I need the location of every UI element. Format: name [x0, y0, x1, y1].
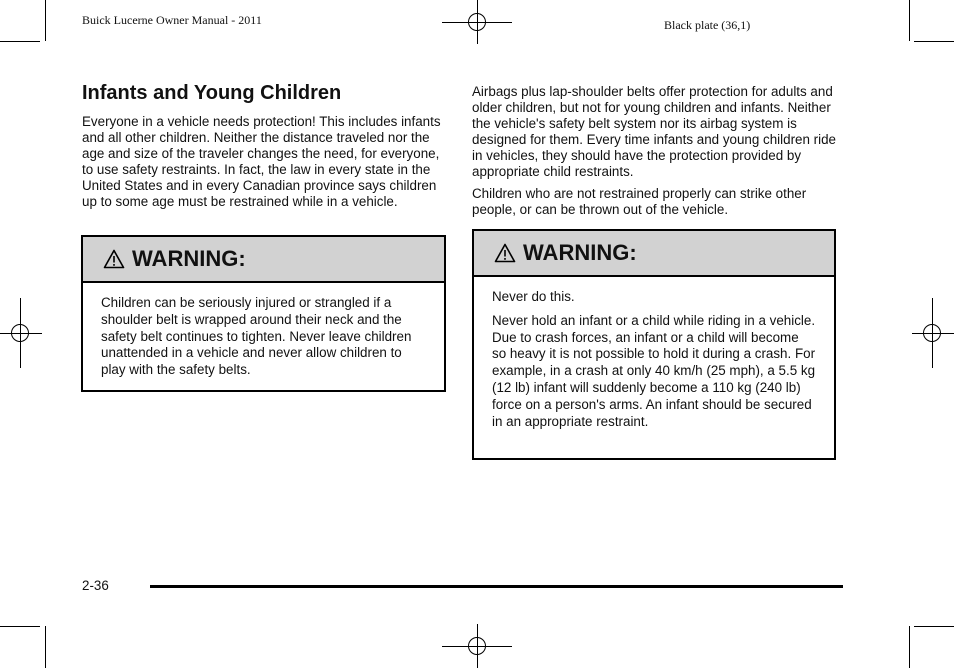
crop-mark [909, 0, 910, 41]
warning-triangle-icon [494, 243, 516, 263]
crop-mark [914, 41, 954, 42]
crop-mark [914, 626, 954, 627]
warning-text: Never hold an infant or a child while riding in a vehicle. Due to crash forces, an infant or a child will become so heavy it is not possible to hold it during a crash. For example, in a crash at only 40 km/h (25 mph), a 5.5 kg (12 lb) infant will suddenly become a 110 kg (240 lb) force on a person's arms. An infant should be secured in an appropriate restraint. [492, 312, 816, 429]
plate-label: Black plate (36,1) [664, 18, 751, 32]
section-heading: Infants and Young Children [82, 82, 342, 104]
warning-header [83, 237, 444, 283]
crop-mark [0, 41, 40, 42]
crop-mark [45, 626, 46, 668]
warning-label: WARNING: [523, 240, 637, 265]
footer-rule [150, 585, 843, 588]
warning-text: Children can be seriously injured or strangled if a shoulder belt is wrapped around their neck and the safety belt continues to tighten. Never leave children unattended in a vehicle and never allow children to play with the safety belts. [101, 295, 412, 378]
restraint-paragraph: Children who are not restrained properly can strike other people, or can be thrown out of the vehicle. [472, 186, 807, 217]
page-number: 2-36 [82, 578, 109, 593]
warning-line: Never do this. [492, 289, 575, 304]
warning-triangle-icon [103, 249, 125, 269]
intro-paragraph: Everyone in a vehicle needs protection! This includes infants and all other children. Neither the distance traveled nor the age and size of the traveler changes the need, for everyone, to use safety restraints. In fact, the law in every state in the United States and in every Canadian province says children up to some age must be restrained while in a vehicle. [82, 114, 441, 209]
manual-title: Buick Lucerne Owner Manual - 2011 [82, 13, 262, 27]
crop-mark [0, 626, 40, 627]
warning-header [474, 231, 834, 277]
crop-mark [45, 0, 46, 41]
warning-box-right [472, 229, 836, 460]
warning-body [83, 283, 444, 379]
warning-label: WARNING: [132, 246, 246, 271]
airbag-paragraph: Airbags plus lap-shoulder belts offer protection for adults and older children, but not for young children and infants. Neither the vehicle's safety belt system nor its airbag system is designed for them. Every time infants and young children ride in vehicles, they should have the protection provided by appropriate child restraints. [472, 84, 836, 179]
registration-mark-left [0, 298, 42, 368]
warning-body [474, 277, 834, 430]
registration-mark-bottom [442, 624, 512, 668]
crop-mark [909, 626, 910, 668]
warning-box-left [81, 235, 446, 392]
registration-mark-right [912, 298, 954, 368]
registration-mark-top [442, 0, 512, 44]
